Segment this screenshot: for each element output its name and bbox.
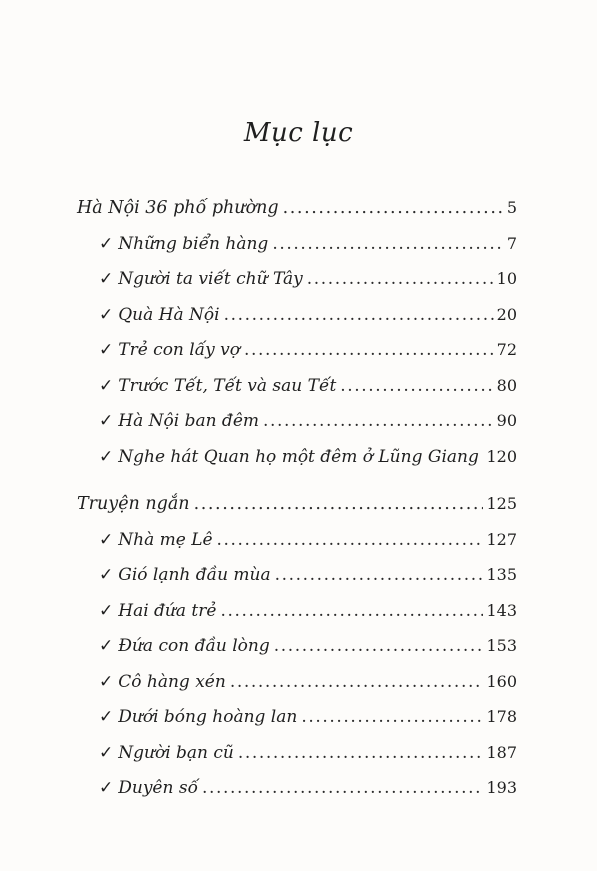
toc-entry — [77, 522, 517, 558]
checkmark-icon: ✓ — [99, 446, 114, 467]
toc-entry-label: Những biển hàng — [118, 233, 269, 254]
dot-leader — [238, 736, 484, 772]
toc-entry — [77, 368, 517, 404]
dot-leader — [274, 629, 484, 665]
checkmark-icon: ✓ — [99, 742, 114, 763]
dot-leader — [340, 369, 493, 405]
toc-entry-label: Hà Nội ban đêm — [118, 411, 259, 431]
toc-heading-label: Truyện ngắn — [77, 494, 190, 514]
checkmark-icon: ✓ — [99, 778, 114, 798]
toc-page-number: 80 — [496, 375, 517, 395]
toc-section — [77, 190, 517, 474]
toc-entry-label: Nghe hát Quan họ một đêm ở Lũng Giang — [118, 446, 479, 467]
dot-leader — [202, 771, 483, 807]
toc-entry — [77, 297, 517, 333]
toc-entry-label: Gió lạnh đầu mùa — [118, 565, 271, 585]
toc-entry-label: Trẻ con lấy vợ — [118, 340, 240, 360]
toc-section-heading — [77, 190, 517, 226]
toc-page-number: 135 — [486, 565, 517, 584]
toc-entry-label: Cô hàng xén — [118, 671, 226, 692]
checkmark-icon: ✓ — [99, 375, 114, 396]
dot-leader — [301, 700, 483, 736]
checkmark-icon: ✓ — [99, 565, 114, 585]
toc-entry — [77, 557, 517, 593]
toc-entry — [77, 332, 517, 368]
toc-section-heading — [77, 486, 517, 522]
checkmark-icon: ✓ — [99, 529, 114, 550]
toc-page-number: 5 — [506, 198, 517, 217]
dot-leader — [244, 333, 494, 369]
dot-leader — [194, 487, 484, 523]
toc-page-number: 187 — [486, 742, 517, 762]
toc-entry — [77, 226, 517, 262]
toc-page-number: 193 — [486, 778, 517, 797]
toc-page-number: 10 — [496, 269, 517, 288]
checkmark-icon: ✓ — [99, 233, 114, 254]
toc-entry-label: Đứa con đầu lòng — [118, 636, 270, 656]
toc-entry — [77, 628, 517, 664]
dot-leader — [283, 191, 504, 227]
checkmark-icon: ✓ — [99, 304, 114, 325]
toc-entry — [77, 664, 517, 700]
toc-entry — [77, 261, 517, 297]
table-of-contents — [77, 190, 517, 806]
toc-entry — [77, 593, 517, 629]
dot-leader — [217, 523, 484, 559]
toc-page-number: 72 — [496, 340, 517, 359]
toc-page-number: 120 — [486, 446, 517, 466]
dot-leader — [224, 298, 494, 334]
dot-leader — [307, 262, 494, 298]
toc-entry — [77, 770, 517, 806]
toc-page-number: 90 — [496, 411, 517, 430]
toc-entry — [77, 439, 517, 475]
toc-entry-label: Nhà mẹ Lê — [118, 529, 213, 550]
toc-entry-label: Dưới bóng hoàng lan — [118, 707, 298, 727]
page-title: Mục lục — [243, 118, 354, 148]
toc-entry-label: Người bạn cũ — [118, 742, 234, 763]
toc-page-number: 127 — [486, 529, 517, 549]
toc-entry — [77, 699, 517, 735]
toc-entry-label: Quà Hà Nội — [118, 304, 220, 325]
checkmark-icon: ✓ — [99, 340, 114, 360]
dot-leader — [220, 594, 483, 630]
toc-entry-label: Trước Tết, Tết và sau Tết — [118, 375, 337, 396]
dot-leader — [272, 227, 504, 263]
toc-entry-label: Hai đứa trẻ — [118, 600, 217, 621]
toc-page-number: 7 — [506, 233, 517, 253]
checkmark-icon: ✓ — [99, 600, 114, 621]
toc-page-number: 20 — [496, 304, 517, 324]
toc-heading-label: Hà Nội 36 phố phường — [77, 198, 279, 218]
toc-page-number: 178 — [486, 707, 517, 726]
dot-leader — [275, 558, 484, 594]
toc-entry — [77, 403, 517, 439]
toc-section — [77, 486, 517, 806]
toc-entry-label: Duyên số — [118, 778, 198, 798]
dot-leader — [230, 665, 484, 701]
toc-page-number: 143 — [486, 600, 517, 620]
toc-page-number: 153 — [486, 636, 517, 655]
checkmark-icon: ✓ — [99, 269, 114, 289]
toc-page-number: 125 — [486, 494, 517, 513]
dot-leader — [483, 440, 484, 476]
toc-entry — [77, 735, 517, 771]
dot-leader — [263, 404, 494, 440]
checkmark-icon: ✓ — [99, 671, 114, 692]
checkmark-icon: ✓ — [99, 411, 114, 431]
checkmark-icon: ✓ — [99, 707, 114, 727]
checkmark-icon: ✓ — [99, 636, 114, 656]
toc-page-number: 160 — [486, 671, 517, 691]
toc-entry-label: Người ta viết chữ Tây — [118, 269, 303, 289]
